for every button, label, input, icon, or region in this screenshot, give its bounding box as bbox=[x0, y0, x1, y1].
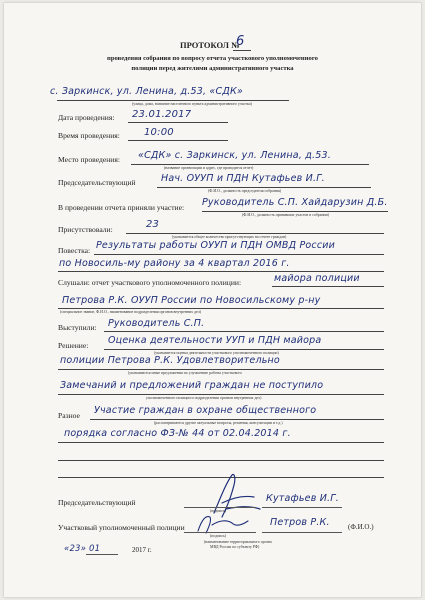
misc-caption: (рассматриваются другие актуальные вопросы, решения, консультации и т.д.) bbox=[154, 421, 283, 425]
heard-line2 bbox=[58, 308, 384, 309]
protocol-title: ПРОТОКОЛ № bbox=[180, 40, 240, 50]
decision-label: Решение: bbox=[58, 341, 89, 350]
decision-caption2: (указываются иные предложения по улучшению работы участкового bbox=[128, 371, 242, 375]
agenda-label: Повестка: bbox=[58, 246, 91, 255]
present-value: 23 bbox=[146, 219, 160, 230]
date-line bbox=[128, 122, 228, 123]
chair-caption: (Ф.И.О., должность председателя собрания) bbox=[208, 189, 282, 193]
misc-label: Разное bbox=[58, 411, 80, 420]
heard-value-line2: Петрова Р.К. ОУУП России по Новосильскому р-ну bbox=[62, 295, 321, 306]
protocol-number: 6 bbox=[236, 34, 245, 49]
date-value: 23.01.2017 bbox=[132, 109, 192, 120]
agenda-value-line1: Результаты работы ОУУП и ПДН ОМВД России bbox=[96, 240, 336, 251]
agenda-line1 bbox=[94, 254, 384, 255]
sign-date-day-month: «23» 01 bbox=[64, 544, 101, 554]
time-label: Время проведения: bbox=[58, 131, 120, 140]
venue-value: «СДК» с. Заркинск, ул. Ленина, д.53. bbox=[138, 150, 331, 161]
decision-line2 bbox=[58, 369, 384, 370]
participants-label: В проведении отчета приняли участие: bbox=[58, 203, 185, 212]
venue-caption: (название организации и адрес, где проводится отчет) bbox=[164, 166, 254, 170]
protocol-subtitle-line2: полиции перед жителями административного участка bbox=[131, 65, 294, 72]
time-line bbox=[128, 140, 228, 141]
present-line bbox=[126, 233, 384, 234]
spoke-line bbox=[104, 331, 384, 332]
chair-name: Кутафьев И.Г. bbox=[266, 493, 339, 504]
heard-caption: (специальное звание, Ф.И.О., наименование подразделения органов внутренних дел) bbox=[60, 310, 201, 314]
blank-line1 bbox=[58, 460, 384, 461]
decision-value-line2: полиции Петрова Р.К. Удовлетворительно bbox=[60, 355, 280, 366]
decision-caption3: уполномоченного полиции и подразделения органов внутренних дел) bbox=[146, 396, 262, 400]
protocol-subtitle-line1: проведения собрания по вопросу отчета участкового уполномоченного bbox=[107, 55, 318, 62]
venue-label: Место проведения: bbox=[58, 155, 120, 164]
officer-name-line bbox=[262, 532, 342, 533]
spoke-label: Выступили: bbox=[58, 323, 97, 332]
chair-label: Председательствующий bbox=[58, 178, 136, 187]
agenda-value-line2: по Новосиль-му району за 4 квартал 2016 г. bbox=[59, 258, 290, 269]
present-caption: (указывается общее количество присутствующих на отчете граждан) bbox=[172, 235, 287, 239]
protocol-page bbox=[4, 3, 421, 597]
decision-line1 bbox=[104, 349, 384, 350]
chair-sign-caption: (подпись) bbox=[210, 509, 227, 513]
decision-line3 bbox=[58, 394, 384, 395]
date-label: Дата проведения: bbox=[58, 113, 115, 122]
sig-chair-label: Председательствующий bbox=[58, 498, 136, 507]
place-line bbox=[57, 100, 289, 101]
place-caption: (улица, дома, название населенного пункта административного участка) bbox=[132, 102, 252, 106]
spoke-value: Руководитель С.П. bbox=[108, 318, 205, 329]
place-value: с. Заркинск, ул. Ленина, д.53, «СДК» bbox=[50, 86, 243, 97]
heard-line1 bbox=[272, 286, 384, 287]
heard-label: Слушали: отчет участкового уполномоченного полиции: bbox=[58, 278, 242, 287]
sign-date-year: 2017 г. bbox=[132, 546, 152, 554]
decision-value-line1: Оценка деятельности УУП и ПДН майора bbox=[108, 335, 322, 346]
officer-sign-line bbox=[184, 532, 256, 533]
decision-value-line3: Замечаний и предложений граждан не поступило bbox=[60, 380, 324, 391]
agenda-line2 bbox=[58, 271, 384, 272]
participants-value: Руководитель С.П. Хайдарузин Д.Б. bbox=[202, 197, 388, 208]
misc-line1 bbox=[90, 419, 384, 420]
sign-date-line bbox=[86, 554, 118, 555]
chair-name-line bbox=[262, 507, 342, 508]
number-underline bbox=[233, 50, 251, 51]
officer-sign-caption3: МВД России по субъекту РФ) bbox=[210, 545, 260, 549]
sig-officer-label: Участковый уполномоченный полиции bbox=[58, 523, 185, 532]
officer-sign-caption2: (наименование территориального органа bbox=[204, 540, 272, 544]
time-value: 10:00 bbox=[144, 127, 174, 138]
chair-value: Нач. ОУУП и ПДН Кутафьев И.Г. bbox=[161, 173, 325, 184]
misc-value-line1: Участие граждан в охране общественного bbox=[94, 405, 317, 416]
present-label: Присутствовали: bbox=[58, 225, 113, 234]
participants-caption: (Ф.И.О., должность принявших участие в собрании) bbox=[242, 213, 329, 217]
chair-sign-line bbox=[184, 507, 256, 508]
officer-fio-label: (Ф.И.О.) bbox=[348, 523, 374, 531]
officer-name: Петров Р.К. bbox=[270, 517, 330, 528]
officer-sign-caption1: (подпись) bbox=[210, 534, 227, 538]
heard-value-line1: майора полиции bbox=[274, 273, 360, 284]
misc-value-line2: порядка согласно ФЗ-№ 44 от 02.04.2014 г. bbox=[64, 428, 291, 439]
misc-line2 bbox=[58, 442, 384, 443]
decision-caption1: (указывается оценка деятельности участкового уполномоченного полиции) bbox=[154, 351, 279, 355]
venue-line bbox=[131, 164, 369, 165]
chair-line bbox=[157, 187, 371, 188]
participants-line bbox=[202, 211, 388, 212]
